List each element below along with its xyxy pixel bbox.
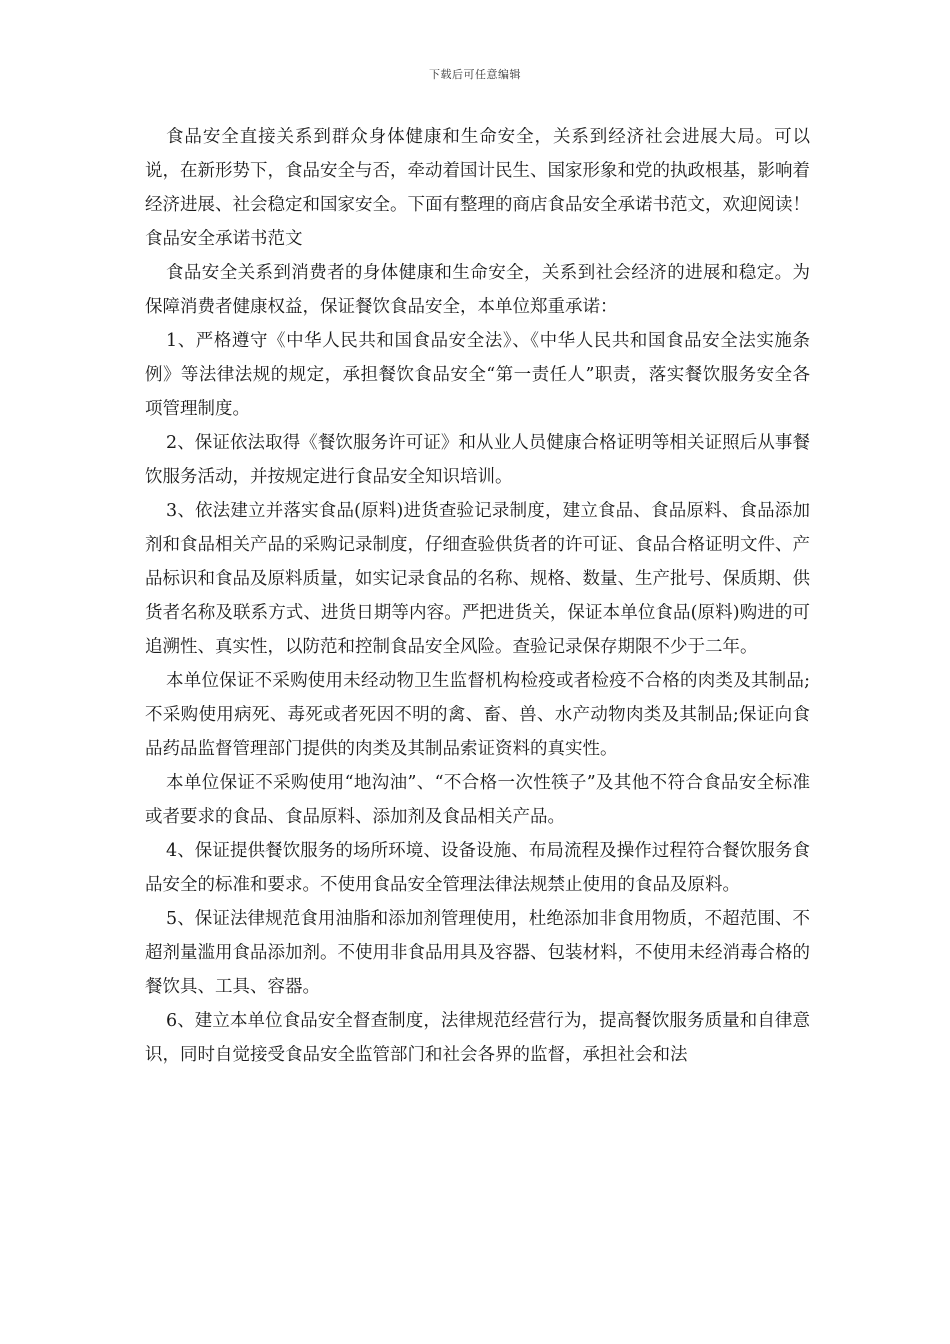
paragraph-item-5: 5、保证法律规范食用油脂和添加剂管理使用，杜绝添加非食用物质，不超范围、不超剂量滥用食品添加剂。不使用非食品用具及容器、包装材料，不使用未经消毒合格的餐饮具、工具、容器。	[145, 909, 810, 997]
header-note: 下载后可任意编辑	[429, 68, 521, 81]
document-body	[145, 120, 810, 1072]
paragraph-item-2: 2、保证依法取得《餐饮服务许可证》和从业人员健康合格证明等相关证照后从事餐饮服务活动，并按规定进行食品安全知识培训。	[145, 433, 810, 487]
paragraph-item-1: 1、严格遵守《中华人民共和国食品安全法》、《中华人民共和国食品安全法实施条例》等法律法规的规定，承担餐饮食品安全“第一责任人”职责，落实餐饮服务安全各项管理制度。	[145, 331, 810, 419]
paragraph-item-6: 6、建立本单位食品安全督查制度，法律规范经营行为，提高餐饮服务质量和自律意识，同时自觉接受食品安全监管部门和社会各界的监督，承担社会和法	[145, 1011, 810, 1065]
paragraph-item-4: 4、保证提供餐饮服务的场所环境、设备设施、布局流程及操作过程符合餐饮服务食品安全的标准和要求。不使用食品安全管理法律法规禁止使用的食品及原料。	[145, 841, 810, 895]
paragraph-preamble: 食品安全关系到消费者的身体健康和生命安全，关系到社会经济的进展和稳定。为保障消费者健康权益，保证餐饮食品安全，本单位郑重承诺：	[145, 263, 810, 317]
paragraph-meat-guarantee: 本单位保证不采购使用未经动物卫生监督机构检疫或者检疫不合格的肉类及其制品;不采购使用病死、毒死或者死因不明的禽、畜、兽、水产动物肉类及其制品;保证向食品药品监督管理部门提供的肉类及其制品索证资料的真实性。	[145, 671, 810, 759]
paragraph-oil-guarantee: 本单位保证不采购使用“地沟油”、“不合格一次性筷子”及其他不符合食品安全标准或者要求的食品、食品原料、添加剂及食品相关产品。	[145, 773, 810, 827]
paragraph-intro: 食品安全直接关系到群众身体健康和生命安全，关系到经济社会进展大局。可以说，在新形势下，食品安全与否，牵动着国计民生、国家形象和党的执政根基，影响着经济进展、社会稳定和国家安全。下面有整理的商店食品安全承诺书范文，欢迎阅读！ 食品安全承诺书范文	[145, 127, 810, 249]
paragraph-item-3: 3、依法建立并落实食品(原料)进货查验记录制度，建立食品、食品原料、食品添加剂和食品相关产品的采购记录制度，仔细查验供货者的许可证、食品合格证明文件、产品标识和食品及原料质量，如实记录食品的名称、规格、数量、生产批号、保质期、供货者名称及联系方式、进货日期等内容。严把进货关，保证本单位食品(原料)购进的可追溯性、真实性，以防范和控制食品安全风险。查验记录保存期限不少于二年。	[145, 501, 810, 657]
